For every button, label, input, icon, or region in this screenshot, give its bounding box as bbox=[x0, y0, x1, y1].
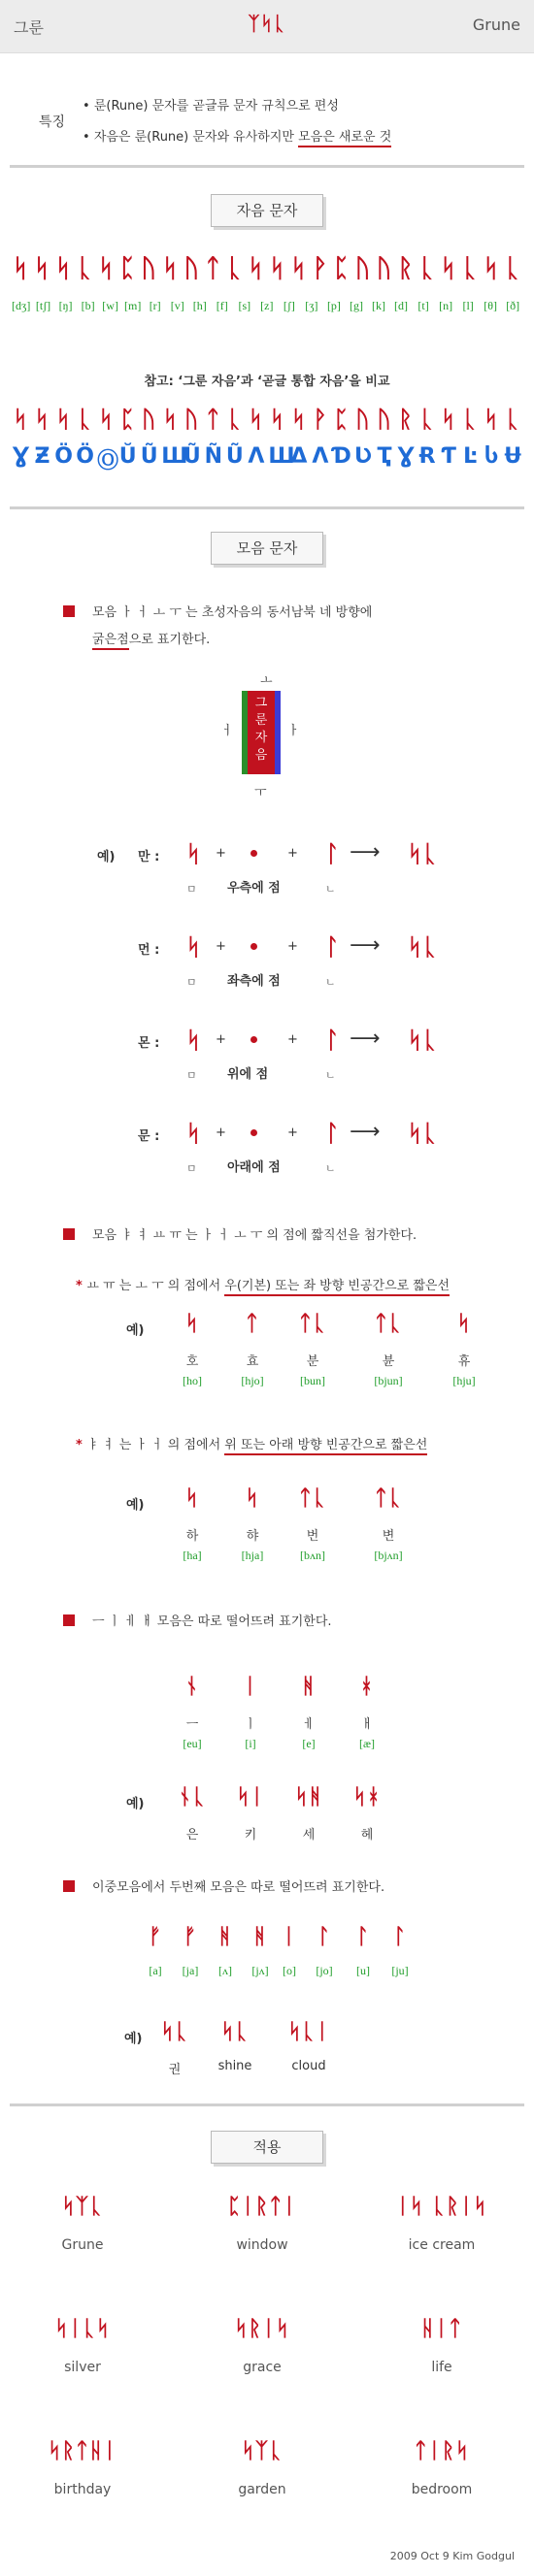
consonant-sound: [ʃ] bbox=[283, 299, 295, 312]
consonant-sound: [ð] bbox=[506, 299, 520, 312]
reference-rune-row bbox=[12, 406, 522, 433]
example-final-rune: ᛚ bbox=[325, 1027, 341, 1054]
consonant-sound: [h] bbox=[192, 299, 207, 312]
example-result-rune: ᛋᚳ bbox=[408, 933, 438, 961]
example-korean: ㅐ bbox=[360, 1717, 374, 1732]
example-rune: ᚾᚳ bbox=[178, 1785, 207, 1810]
consonant-rune: ᚳ bbox=[504, 254, 521, 283]
plus-sign: + bbox=[216, 1125, 226, 1140]
arrow-icon: ⟶ bbox=[350, 1027, 381, 1051]
example-rune: ᚾ bbox=[184, 1675, 200, 1699]
reference-rune: ᚱ bbox=[398, 406, 414, 433]
example-rune: ᛚ bbox=[392, 1925, 408, 1949]
vowel-rule-1-tail: 으로 표기한다. bbox=[128, 633, 211, 647]
application-rune: ᚺᛁᛏ bbox=[420, 2317, 463, 2341]
diagram-top-label: ㅗ bbox=[260, 673, 273, 688]
vowel-rule-2: 모음 ㅑ ㅕ ㅛ ㅠ 는 ㅏ ㅓ ㅗ ㅜ 의 점에 짧직선을 첨가한다. bbox=[92, 1228, 417, 1243]
godgul-glyph: Ƭ bbox=[441, 444, 456, 469]
plus-sign: + bbox=[216, 1032, 226, 1047]
godgul-glyph: Ɣ bbox=[397, 444, 415, 469]
example-rune: ᛚ bbox=[355, 1925, 371, 1949]
godgul-glyph: Λ bbox=[312, 444, 329, 469]
example-rune: ᚻ bbox=[252, 1925, 268, 1949]
application-item bbox=[180, 2439, 345, 2497]
divider bbox=[10, 506, 524, 509]
example-consonant-rune: ᛋ bbox=[186, 840, 202, 867]
example-prefix: 예) bbox=[126, 1498, 145, 1513]
application-rune: ᛋᚱᛏᚺᛁ bbox=[48, 2439, 117, 2463]
example-korean: 효 bbox=[246, 1354, 259, 1369]
example-ipa: [bjʌn] bbox=[374, 1549, 403, 1562]
example-prefix: 예) bbox=[124, 2032, 143, 2046]
consonant-sound: [θ] bbox=[484, 299, 498, 312]
consonant-sound: [l] bbox=[462, 299, 474, 312]
vowel-dot-icon bbox=[250, 943, 257, 950]
reference-rune: ᛋ bbox=[163, 406, 179, 433]
consonant-rune-row bbox=[12, 254, 522, 283]
godgul-glyph: Ñ bbox=[204, 444, 222, 469]
reference-rune: ᛋ bbox=[270, 406, 285, 433]
vowel-dot-icon bbox=[250, 850, 257, 857]
vowel-base-glyph: ㅁ bbox=[186, 1162, 197, 1175]
example-rune: ᛏᚳ bbox=[374, 1312, 403, 1336]
consonant-sound: [s] bbox=[238, 299, 251, 312]
consonant-sound: [w] bbox=[102, 299, 118, 312]
application-rune: ᛈᛁᚱᛏᛁ bbox=[227, 2195, 297, 2219]
example-ipa: [hja] bbox=[241, 1549, 264, 1562]
consonant-sound: [k] bbox=[372, 299, 385, 312]
consonant-rune: ᛋ bbox=[55, 254, 72, 283]
example-prefix: 예) bbox=[126, 1323, 145, 1338]
consonant-rune: ᛋ bbox=[483, 254, 500, 283]
example-rune: ᛏ bbox=[245, 1312, 260, 1336]
consonant-sound: [b] bbox=[81, 299, 95, 312]
godgul-glyph: Δ bbox=[290, 444, 308, 469]
example-ipa: [hju] bbox=[452, 1374, 476, 1387]
example-korean: 휴 bbox=[457, 1354, 471, 1369]
reference-rune: ᚳ bbox=[462, 406, 478, 433]
vowel-rule-1b bbox=[92, 629, 210, 647]
application-label: Grune bbox=[61, 2237, 104, 2253]
consonant-rune: ᛋ bbox=[13, 254, 29, 283]
reference-rune: ᚳ bbox=[227, 406, 243, 433]
consonant-sound-row bbox=[12, 299, 522, 313]
example-korean: 은 bbox=[185, 1828, 199, 1842]
example-korean: 햐 bbox=[246, 1529, 259, 1544]
reference-rune: ᚢ bbox=[184, 406, 200, 433]
example-word: 만 : bbox=[138, 850, 160, 864]
reference-rune: ᚢ bbox=[377, 406, 392, 433]
godgul-glyph: Ö bbox=[54, 444, 73, 469]
consonant-rune: ᛋ bbox=[34, 254, 50, 283]
application-rune: ᛏᛁᚱᛋ bbox=[414, 2439, 470, 2463]
application-label: life bbox=[431, 2360, 452, 2375]
sub-rule-2-emph: 위 또는 아래 방향 빈공간으로 짧은선 bbox=[224, 1438, 427, 1455]
example-ipa: [æ] bbox=[359, 1737, 375, 1750]
diagram-bottom-label: ㅜ bbox=[254, 786, 267, 800]
example-final-rune: ᛚ bbox=[325, 840, 341, 867]
example-ipa: [ja] bbox=[182, 1964, 199, 1977]
consonant-rune: ᚱ bbox=[397, 254, 415, 283]
consonant-sound: [p] bbox=[326, 299, 341, 312]
header-title-english: Grune bbox=[472, 16, 520, 34]
consonant-rune: ᛏ bbox=[205, 254, 222, 283]
bold-dot-term: 굵은점 bbox=[92, 633, 129, 650]
application-label: bedroom bbox=[411, 2482, 473, 2497]
example-rune: ᛋᛁ bbox=[236, 1785, 265, 1810]
application-item bbox=[0, 2439, 165, 2497]
application-item bbox=[359, 2195, 524, 2253]
example-rune: ᛁ bbox=[243, 1675, 258, 1699]
square-bullet-icon bbox=[63, 1614, 75, 1626]
intro-text-2a: 자음은 룬(Rune) 문자와 유사하지만 bbox=[93, 130, 299, 145]
reference-rune: ᛈ bbox=[334, 406, 350, 433]
consonant-sound: [d] bbox=[394, 299, 409, 312]
application-item bbox=[359, 2317, 524, 2375]
consonant-rune: ᛋ bbox=[269, 254, 286, 283]
square-bullet-icon bbox=[63, 605, 75, 617]
reference-rune: ᛋ bbox=[13, 406, 29, 433]
godgul-glyph: Ⓞ bbox=[97, 449, 119, 473]
consonant-sound: [dʒ] bbox=[12, 299, 31, 312]
example-ipa: [ʌ] bbox=[218, 1964, 232, 1977]
example-ipa: [bun] bbox=[300, 1374, 325, 1387]
application-rune: ᛁᛋ ᚳᚱᛁᛋ bbox=[396, 2195, 487, 2219]
bullet-icon: • bbox=[83, 99, 94, 114]
example-rune: ᛁ bbox=[282, 1925, 297, 1949]
example-rune: ᛋᚳᛁ bbox=[287, 2020, 330, 2044]
plus-sign: + bbox=[216, 939, 226, 954]
example-rune: ᚠ bbox=[183, 1925, 198, 1949]
arrow-icon: ⟶ bbox=[350, 1120, 381, 1144]
intro-text-2b: 모음은 새로운 것 bbox=[298, 130, 391, 147]
example-rune: ᚻ bbox=[217, 1925, 233, 1949]
example-ipa: [jʌ] bbox=[251, 1964, 269, 1977]
example-korean: 권 bbox=[168, 2063, 182, 2077]
bullet-icon: • bbox=[83, 130, 94, 145]
consonant-sound: [z] bbox=[260, 299, 274, 312]
sub-rule-2-text: ㅑ ㅕ 는 ㅏ ㅓ 의 점에서 bbox=[86, 1438, 225, 1452]
example-result-rune: ᛋᚳ bbox=[408, 1120, 438, 1147]
intro-label: 특징 bbox=[39, 114, 66, 130]
consonant-rune: ᛋ bbox=[440, 254, 457, 283]
consonant-rune: ᛋ bbox=[248, 254, 265, 283]
reference-title: 참고: ‘그룬 자음’과 ‘곧글 통합 자음’을 비교 bbox=[144, 375, 390, 389]
reference-rune: ᚢ bbox=[141, 406, 157, 433]
example-rune: ᛏᚳ bbox=[298, 1312, 327, 1336]
example-ipa: [o] bbox=[283, 1964, 296, 1977]
consonant-rune: ᛋ bbox=[290, 254, 308, 283]
godgul-glyph: Ö bbox=[76, 444, 94, 469]
example-korean: 헤 bbox=[360, 1828, 374, 1842]
header-rune-logo: ᛉᛋᚳ bbox=[248, 12, 286, 35]
consonant-sound: [r] bbox=[149, 299, 161, 312]
square-bullet-icon bbox=[63, 1228, 75, 1240]
dot-position-desc: 우측에 점 bbox=[227, 881, 281, 896]
consonant-sound: [t] bbox=[417, 299, 429, 312]
application-label: ice cream bbox=[408, 2237, 476, 2253]
intro-line-1 bbox=[83, 95, 339, 114]
example-ipa: [u] bbox=[356, 1964, 370, 1977]
vowel-rule-4: 이중모음에서 두번째 모음은 따로 떨어뜨려 표기한다. bbox=[92, 1880, 385, 1895]
example-ipa: [i] bbox=[245, 1737, 256, 1750]
reference-rune: ᛋ bbox=[484, 406, 499, 433]
application-rune: ᛋᛁᚳᛋ bbox=[54, 2317, 111, 2341]
example-word: 먼 : bbox=[138, 943, 160, 958]
example-korean: 키 bbox=[244, 1828, 257, 1842]
asterisk-icon: * bbox=[76, 1279, 87, 1293]
sub-rule-1 bbox=[76, 1275, 450, 1293]
consonant-section-title: 자음 문자 bbox=[211, 194, 323, 227]
vowel-dot-icon bbox=[250, 1036, 257, 1043]
plus-sign: + bbox=[287, 1032, 298, 1047]
vowel-section-title: 모음 문자 bbox=[211, 532, 323, 565]
godgul-glyph: Ɗ bbox=[332, 444, 351, 469]
vowel-base-glyph: ㅁ bbox=[186, 1069, 197, 1082]
example-rune: ᛋᚳ bbox=[160, 2020, 189, 2044]
example-ipa: [a] bbox=[149, 1964, 162, 1977]
plus-sign: + bbox=[216, 846, 226, 861]
example-ipa: [bjun] bbox=[374, 1374, 403, 1387]
application-item bbox=[359, 2439, 524, 2497]
plus-sign: + bbox=[287, 846, 298, 861]
reference-rune: ᚳ bbox=[419, 406, 435, 433]
example-korean: 변 bbox=[382, 1529, 395, 1544]
example-result-rune: ᛋᚳ bbox=[408, 840, 438, 867]
reference-rune: ᛈ bbox=[119, 406, 136, 433]
godgul-glyph: Ш bbox=[268, 444, 295, 469]
reference-rune: ᛏ bbox=[206, 406, 221, 433]
consonant-sound: [ʒ] bbox=[305, 299, 318, 312]
reference-rune: ᛋ bbox=[249, 406, 264, 433]
application-label: silver bbox=[64, 2360, 101, 2375]
header-title-korean: 그룬 bbox=[14, 18, 44, 37]
consonant-sound: [g] bbox=[349, 299, 363, 312]
example-ipa: [eu] bbox=[183, 1737, 202, 1750]
reference-godgul-row bbox=[12, 444, 522, 474]
example-ipa: [bʌn] bbox=[300, 1549, 325, 1562]
diagram-left-label: ㅓ bbox=[221, 724, 234, 738]
vowel-base-glyph: ㅁ bbox=[186, 976, 197, 989]
reference-rune: ᛋ bbox=[98, 406, 115, 433]
application-item bbox=[0, 2195, 165, 2253]
diagram-right-label: ㅏ bbox=[287, 724, 300, 738]
example-word: 몬 : bbox=[138, 1036, 160, 1051]
application-label: grace bbox=[243, 2360, 282, 2375]
example-korean: shine bbox=[217, 2059, 252, 2073]
reference-rune: ᚳ bbox=[77, 406, 93, 433]
godgul-glyph: Ŭ bbox=[118, 444, 137, 469]
godgul-glyph: Ũ bbox=[183, 444, 201, 469]
square-bullet-icon bbox=[63, 1880, 75, 1892]
consonant-rune: ᚢ bbox=[141, 254, 157, 283]
example-ipa: [e] bbox=[302, 1737, 316, 1750]
vowel-rule-3: ㅡ ㅣ ㅔ ㅐ 모음은 따로 떨어뜨려 표기한다. bbox=[92, 1614, 332, 1629]
example-result-rune: ᛋᚳ bbox=[408, 1027, 438, 1054]
arrow-icon: ⟶ bbox=[350, 840, 381, 864]
dot-position-desc: 아래에 점 bbox=[227, 1160, 281, 1175]
divider bbox=[10, 2103, 524, 2106]
sub-rule-1-emph: 우(기본) 또는 좌 방향 빈공간으로 짧은선 bbox=[224, 1279, 450, 1296]
intro-line-2 bbox=[83, 126, 391, 145]
example-ipa: [ha] bbox=[183, 1549, 202, 1562]
example-consonant-rune: ᛋ bbox=[186, 1120, 202, 1147]
consonant-rune: ᚢ bbox=[184, 254, 201, 283]
footer-credit: 2009 Oct 9 Kim Godgul bbox=[389, 2550, 515, 2562]
example-korean: 세 bbox=[302, 1828, 316, 1842]
final-glyph: ㄴ bbox=[325, 883, 336, 896]
divider bbox=[10, 165, 524, 168]
vowel-rule-1a: 모음 ㅏ ㅓ ㅗ ㅜ 는 초성자음의 동서남북 네 방향에 bbox=[92, 605, 373, 620]
application-item bbox=[180, 2317, 345, 2375]
example-korean: ㅣ bbox=[244, 1717, 257, 1732]
godgul-glyph: Ɣ bbox=[12, 444, 30, 469]
example-consonant-rune: ᛋ bbox=[186, 1027, 202, 1054]
example-rune: ᚼ bbox=[359, 1675, 375, 1699]
example-ipa: [ju] bbox=[391, 1964, 409, 1977]
application-label: garden bbox=[238, 2482, 286, 2497]
example-korean: ㅔ bbox=[302, 1717, 316, 1732]
example-korean: cloud bbox=[291, 2059, 326, 2073]
consonant-sound: [ŋ] bbox=[58, 299, 73, 312]
example-rune: ᚻ bbox=[301, 1675, 317, 1699]
example-rune: ᛋᚳ bbox=[220, 2020, 250, 2044]
consonant-rune: ᛈ bbox=[333, 254, 350, 283]
plus-sign: + bbox=[287, 1125, 298, 1140]
plus-sign: + bbox=[287, 939, 298, 954]
consonant-rune: ᛋ bbox=[162, 254, 180, 283]
application-rune: ᛋᛉᚳ bbox=[241, 2439, 284, 2463]
godgul-glyph: Ʉ bbox=[504, 444, 522, 469]
godgul-glyph: Ŀ bbox=[463, 444, 478, 469]
example-rune: ᛏᚳ bbox=[374, 1486, 403, 1511]
example-rune: ᛋ bbox=[456, 1312, 472, 1336]
consonant-sound: [v] bbox=[170, 299, 184, 312]
example-prefix: 예) bbox=[126, 1797, 145, 1811]
example-korean: 분 bbox=[306, 1354, 319, 1369]
consonant-rune: ᚳ bbox=[226, 254, 244, 283]
reference-rune: ᛋ bbox=[441, 406, 456, 433]
godgul-glyph: Ɍ bbox=[418, 444, 436, 469]
example-rune: ᛚ bbox=[317, 1925, 332, 1949]
example-rune: ᛏᚳ bbox=[298, 1486, 327, 1511]
dot-position-desc: 좌측에 점 bbox=[227, 974, 281, 989]
sub-rule-1-text: ㅛ ㅠ 는 ㅗ ㅜ 의 점에서 bbox=[86, 1279, 225, 1293]
consonant-rune: ᚳ bbox=[77, 254, 93, 283]
consonant-rune: ᚳ bbox=[418, 254, 436, 283]
consonant-diagram-box bbox=[242, 691, 281, 774]
consonant-sound: [f] bbox=[216, 299, 228, 312]
example-rune: ᛋᚻ bbox=[294, 1785, 323, 1810]
consonant-rune: ᛋ bbox=[98, 254, 115, 283]
page-header bbox=[0, 0, 534, 53]
application-label: window bbox=[236, 2237, 288, 2253]
godgul-glyph: Λ bbox=[248, 444, 265, 469]
reference-rune: ᚹ bbox=[313, 406, 328, 433]
godgul-glyph: Ш bbox=[161, 444, 188, 469]
application-item bbox=[180, 2195, 345, 2253]
intro-text-1: 룬(Rune) 문자를 곧글류 문자 규칙으로 편성 bbox=[93, 99, 339, 114]
consonant-rune: ᚢ bbox=[376, 254, 393, 283]
example-rune: ᛋ bbox=[245, 1486, 260, 1511]
application-rune: ᛋᚱᛁᛋ bbox=[234, 2317, 290, 2341]
application-section-title: 적용 bbox=[211, 2131, 323, 2164]
consonant-rune: ᚢ bbox=[354, 254, 372, 283]
application-rune: ᛋᛉᚳ bbox=[61, 2195, 104, 2219]
diagram-label: 그룬자음 bbox=[254, 696, 268, 763]
final-glyph: ㄴ bbox=[325, 1162, 336, 1175]
reference-rune: ᛋ bbox=[55, 406, 72, 433]
example-korean: 번 bbox=[306, 1529, 319, 1544]
dot-position-desc: 위에 점 bbox=[227, 1067, 269, 1082]
example-ipa: [hjo] bbox=[241, 1374, 264, 1387]
consonant-rune: ᚳ bbox=[461, 254, 479, 283]
arrow-icon: ⟶ bbox=[350, 933, 381, 958]
final-glyph: ㄴ bbox=[325, 976, 336, 989]
consonant-sound: [m] bbox=[123, 299, 142, 312]
consonant-sound: [n] bbox=[439, 299, 453, 312]
vowel-base-glyph: ㅁ bbox=[186, 883, 197, 896]
example-word: 문 : bbox=[138, 1129, 160, 1144]
example-rune: ᛋᚼ bbox=[352, 1785, 382, 1810]
consonant-rune: ᛈ bbox=[119, 254, 136, 283]
reference-rune: ᚢ bbox=[355, 406, 371, 433]
example-rune: ᛋ bbox=[184, 1486, 200, 1511]
godgul-glyph: Ʋ bbox=[354, 444, 372, 469]
example-ipa: [jo] bbox=[316, 1964, 333, 1977]
godgul-glyph: Ũ bbox=[225, 444, 244, 469]
example-final-rune: ᛚ bbox=[325, 1120, 341, 1147]
consonant-rune: ᚹ bbox=[312, 254, 329, 283]
example-consonant-rune: ᛋ bbox=[186, 933, 202, 961]
example-korean: 하 bbox=[185, 1529, 199, 1544]
example-korean: 호 bbox=[185, 1354, 199, 1369]
final-glyph: ㄴ bbox=[325, 1069, 336, 1082]
reference-rune: ᛋ bbox=[34, 406, 50, 433]
example-prefix: 예) bbox=[97, 850, 116, 864]
example-final-rune: ᛚ bbox=[325, 933, 341, 961]
example-korean: 뷴 bbox=[382, 1354, 395, 1369]
example-korean: ㅡ bbox=[185, 1717, 199, 1732]
example-rune: ᚠ bbox=[148, 1925, 163, 1949]
godgul-glyph: Ƶ bbox=[34, 444, 50, 469]
asterisk-icon: * bbox=[76, 1438, 87, 1452]
reference-rune: ᚳ bbox=[505, 406, 520, 433]
godgul-glyph: Ҭ bbox=[377, 444, 392, 469]
sub-rule-2 bbox=[76, 1434, 427, 1452]
godgul-glyph: Ⴑ bbox=[484, 444, 499, 469]
consonant-sound: [tʃ] bbox=[35, 299, 51, 312]
application-label: birthday bbox=[53, 2482, 112, 2497]
godgul-glyph: Ũ bbox=[140, 444, 158, 469]
example-rune: ᛋ bbox=[184, 1312, 200, 1336]
example-ipa: [ho] bbox=[183, 1374, 202, 1387]
reference-rune: ᛋ bbox=[291, 406, 307, 433]
application-item bbox=[0, 2317, 165, 2375]
vowel-dot-icon bbox=[250, 1129, 257, 1136]
